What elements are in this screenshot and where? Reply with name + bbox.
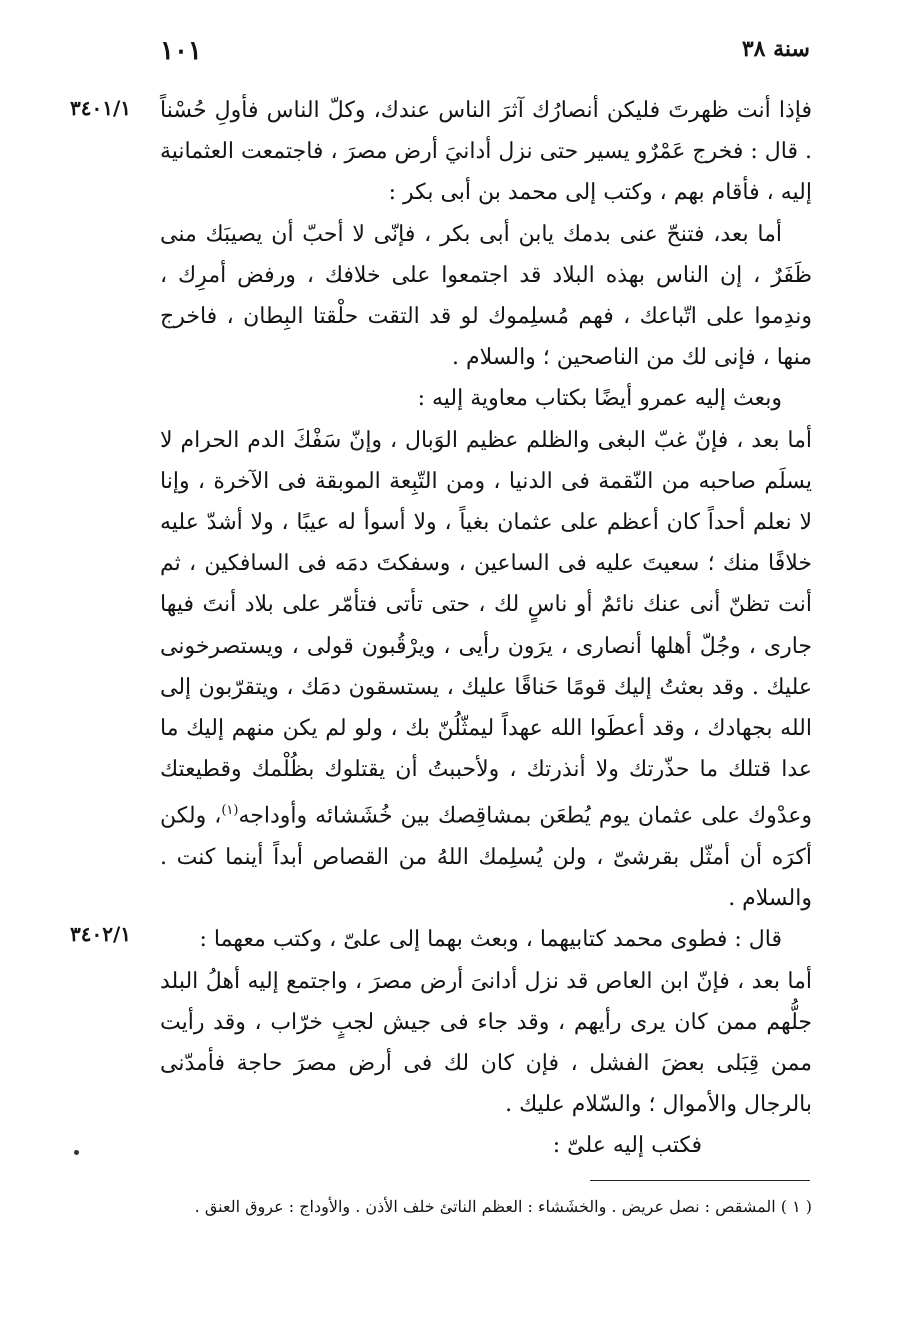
- paragraph-text: أما بعد ، فإنّ غبّ البغى والظلم عظيم الوَبال ، وإنّ سَفْكَ الدم الحرام لا يسلَم صاحبه من النّقمة فى الدنيا ، ومن التّبِعة الموبقة فى الآخرة ، وإنا لا نعلم أحداً كان أعظم على عثمان بغياً ، ولا أسوأ له عيبًا ، ولا أشدّ عليه خلافًا منك ؛ سعيتَ عليه فى الساعين ، وسفكتَ دمَه فى السافكين ، ثم أنت تظنّ أنى عنك نائمٌ أو ناسٍ لك ، حتى تأتى فتأمّر على بلاد أنتَ فيها جارى ، وجُلّ أهلها أنصارى ، يرَون رأيى ، ويرْقُبون قولى ، ويستصرخونى عليك . وقد بعثتُ إليك قومًا حَناقًا عليك ، يستسقون دمَك ، ويتقرّبون إلى الله بجهادك ، وقد أعطَوا الله عهداً ليمثّلُنّ بك ، ولو لم يكن منهم إليك ما عدا قتلك ما حذّرتك ولا أنذرتك ، ولأحببتُ أن يقتلوك بظُلْمك وقطيعتك وعدْوك على عثمان يوم يُطعَن بمشاقِصك بين خُشَشائه وأوداجه: [160, 427, 812, 829]
- footnote-rule: [590, 1180, 810, 1181]
- footnote-marker: (١): [221, 803, 239, 819]
- margin-dot: [74, 1150, 79, 1155]
- margin-reference: ٣٤٠١/١: [70, 96, 132, 120]
- running-head: [150, 36, 810, 76]
- paragraph-text: ، ولكن أكرَه أن أمثّل بقرشىّ ، ولن يُسلِمك اللهُ من القصاص أبداً أينما كنت . والسلام .: [160, 803, 812, 912]
- body-text: [160, 90, 812, 1167]
- paragraph: قال : فطوى محمد كتابيهما ، وبعث بهما إلى علىّ ، وكتب معهما :: [199, 927, 782, 953]
- margin-reference: ٣٤٠٢/١: [70, 922, 132, 946]
- paragraph: وبعث إليه عمرو أيضًا بكتاب معاوية إليه :: [417, 386, 782, 412]
- footnote: ( ١ ) المشقص : نصل عريض . والخشَشاء : العظم الناتئ خلف الأذن . والأوداج : عروق العنق .: [194, 1197, 812, 1216]
- paragraph: فكتب إليه علىّ :: [552, 1133, 702, 1159]
- paragraph: أما بعد، فتنحّ عنى بدمك يابن أبى بكر ، فإنّى لا أحبّ أن يصيبَك منى ظَفَرٌ ، إن الناس بهذه البلاد قد اجتمعوا على خلافك ، ورفض أمرِك ، وندِموا على اتّباعك ، فهم مُسلِموك لو قد التقت حلْقتا البِطان ، فاخرج منها ، فإنى لك من الناصحين ؛ والسلام .: [160, 221, 812, 371]
- paragraph: فإذا أنت ظهرتَ فليكن أنصارُك آثرَ الناس عندك، وكلّ الناس فأولِ حُسْناً . قال : فخرج عَمْرٌو يسير حتى نزل أدانيَ أرض مصرَ ، فاجتمعت العثمانية إليه ، فأقام بهم ، وكتب إلى محمد بن أبى بكر :: [160, 98, 812, 206]
- paragraph: [160, 420, 812, 920]
- paragraph: أما بعد ، فإنّ ابن العاص قد نزل أدانىَ أرض مصرَ ، واجتمع إليه أهلُ البلد جلُّهم ممن كان يرى رأيهم ، وقد جاء فى جيش لجبٍ خرّاب ، وقد رأيت ممن قِبَلى بعضَ الفشل ، فإن كان لك فى أرض مصرَ حاجة فأمدّنى بالرجال والأموال ؛ والسّلام عليك .: [160, 968, 812, 1118]
- page-number: ١٠١: [160, 36, 202, 66]
- year-label: سنة ٣٨: [741, 36, 810, 62]
